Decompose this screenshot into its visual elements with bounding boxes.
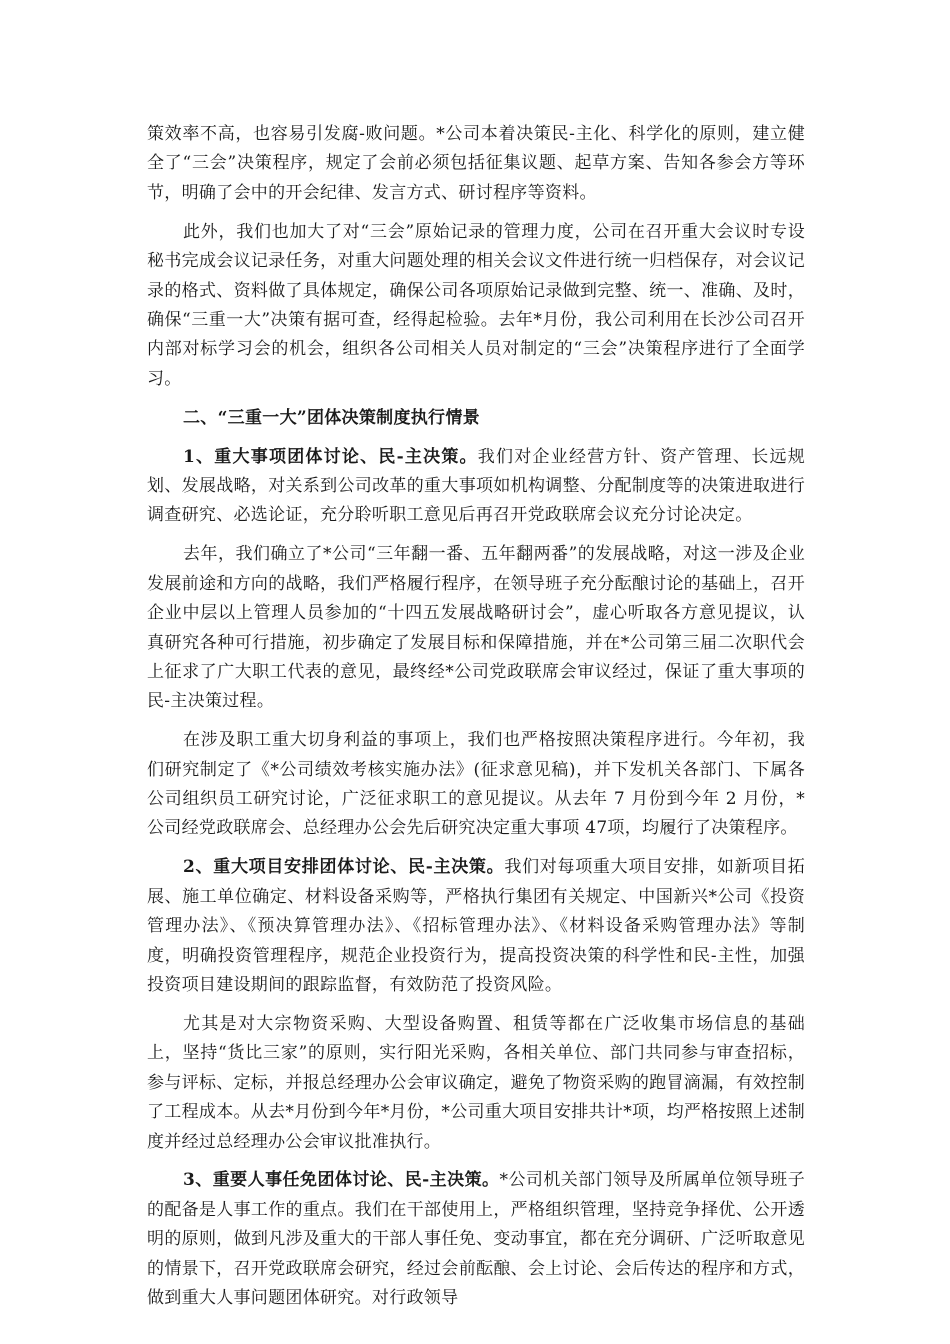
paragraph-text: *公司机关部门领导及所属单位领导班子的配备是人事工作的重点。我们在干部使用上，严格组织管理，坚持竞争择优、公开透明的原则，做到凡涉及重大的干部人事任免、变动事宜，都在充分调研、广泛听取意见的情景下，召开党政联席会研究，经过会前酝酿、会上讨论、会后传达的程序和方式，做到重大人事问题团体研究。对行政领导 [147, 1170, 805, 1309]
paragraph-text: 我们对企业经营方针、资产管理、长远规划、发展战略，对关系到公司改革的重大事项如机构调整、分配制度等的决策进取进行调查研究、必选论证，充分聆听职工意见后再召开党政联席会议充分讨论决定。 [147, 446, 806, 526]
paragraph [147, 540, 805, 716]
section-heading-text: 二、“三重一大”团体决策制度执行情景 [183, 407, 480, 428]
paragraph [147, 443, 805, 531]
paragraph [147, 1166, 805, 1313]
paragraph [147, 120, 805, 208]
paragraph-text: 我们对每项重大项目安排，如新项目拓展、施工单位确定、材料设备采购等，严格执行集团有关规定、中国新兴*公司《投资管理办法》、《预决算管理办法》、《招标管理办法》、《材料设备采购管理办法》等制度，明确投资管理程序，规范企业投资行为，提高投资决策的科学性和民-主性，加强投资项目建设期间的跟踪监督，有效防范了投资风险。 [147, 857, 805, 995]
paragraph-lead: 1、重大事项团体讨论、民-主决策。 [183, 446, 478, 467]
paragraph-lead: 2、重大项目安排团体讨论、民-主决策。 [183, 857, 505, 878]
paragraph-text: 此外，我们也加大了对“三会”原始记录的管理力度，公司在召开重大会议时专设秘书完成会议记录任务，对重大问题处理的相关会议文件进行统一归档保存，对会议记录的格式、资料做了具体规定，确保公司各项原始记录做到完整、统一、准确、及时，确保“三重一大”决策有据可查，经得起检验。去年*月份，我公司利用在长沙公司召开内部对标学习会的机会，组织各公司相关人员对制定的“三会”决策程序进行了全面学习。 [147, 221, 805, 389]
paragraph-text: 在涉及职工重大切身利益的事项上，我们也严格按照决策程序进行。今年初，我们研究制定了《*公司绩效考核实施办法》(征求意见稿)，并下发机关各部门、下属各公司组织员工研究讨论，广泛征求职工的意见提议。从去年 7 月份到今年 2 月份，*公司经党政联席会、总经理办公会先后研究决定重大事项 47项，均履行了决策程序。 [147, 730, 805, 839]
paragraph [147, 853, 805, 1000]
paragraph [147, 218, 805, 394]
paragraph-text: 策效率不高，也容易引发腐-败问题。*公司本着决策民-主化、科学化的原则，建立健全了“三会”决策程序，规定了会前必须包括征集议题、起草方案、告知各参会方等环节，明确了会中的开会纪律、发言方式、研讨程序等资料。 [147, 124, 805, 203]
paragraph-lead: 3、重要人事任免团体讨论、民-主决策。 [183, 1170, 500, 1191]
section-heading [147, 404, 805, 433]
document-page [147, 120, 805, 1323]
paragraph [147, 1010, 805, 1157]
paragraph-text: 尤其是对大宗物资采购、大型设备购置、租赁等都在广泛收集市场信息的基础上，坚持“货比三家”的原则，实行阳光采购，各相关单位、部门共同参与审查招标，参与评标、定标，并报总经理办公会审议确定，避免了物资采购的跑冒滴漏，有效控制了工程成本。从去*月份到今年*月份，*公司重大项目安排共计*项，均严格按照上述制度并经过总经理办公会审议批准执行。 [147, 1013, 805, 1152]
paragraph-text: 去年，我们确立了*公司“三年翻一番、五年翻两番”的发展战略，对这一涉及企业发展前途和方向的战略，我们严格履行程序，在领导班子充分酝酿讨论的基础上，召开企业中层以上管理人员参加的“十四五发展战略研讨会”，虚心听取各方意见提议，认真研究各种可行措施，初步确定了发展目标和保障措施，并在*公司第三届二次职代会上征求了广大职工代表的意见，最终经*公司党政联席会审议经过，保证了重大事项的民-主决策过程。 [147, 544, 805, 712]
paragraph [147, 726, 805, 844]
